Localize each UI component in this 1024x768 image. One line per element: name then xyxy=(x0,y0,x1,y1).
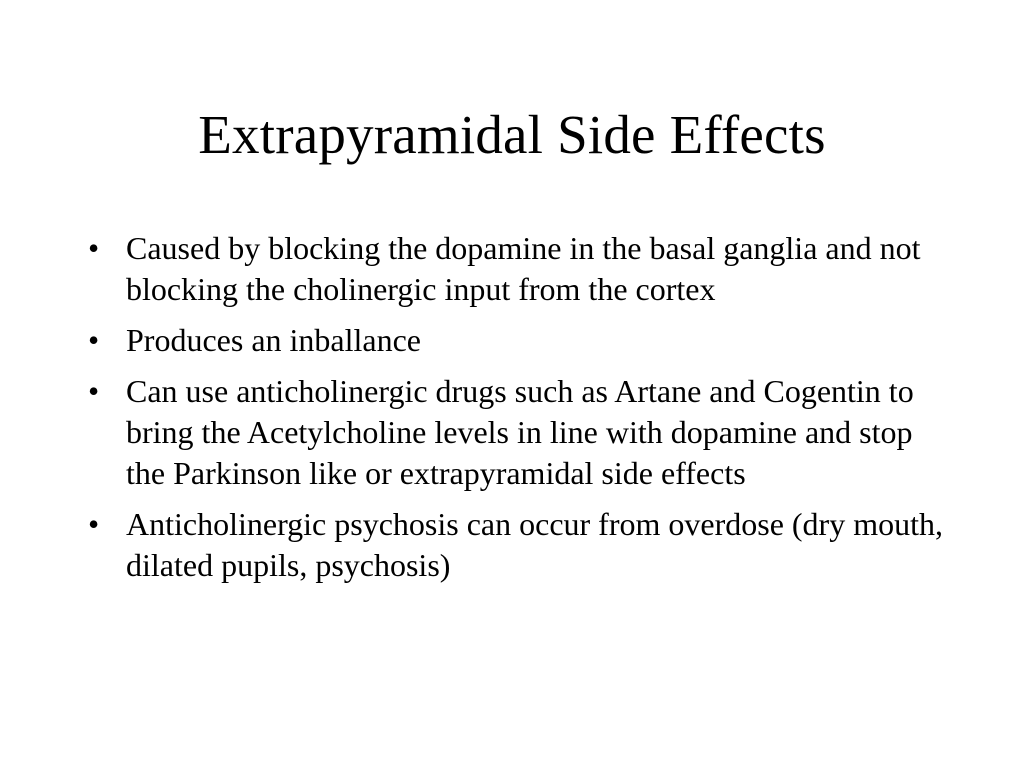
bullet-dot-icon: • xyxy=(88,230,100,266)
bullet-item xyxy=(84,371,944,494)
bullet-dot-icon: • xyxy=(88,373,100,409)
bullet-list xyxy=(84,228,944,596)
bullet-dot-icon: • xyxy=(88,506,100,542)
bullet-item xyxy=(84,504,944,586)
bullet-text: Produces an inballance xyxy=(126,322,421,358)
bullet-item xyxy=(84,228,944,310)
bullet-text: Caused by blocking the dopamine in the basal ganglia and not blocking the cholinergic input from the cortex xyxy=(126,230,921,307)
bullet-dot-icon: • xyxy=(88,322,100,358)
slide-title: Extrapyramidal Side Effects xyxy=(198,104,826,165)
bullet-text: Can use anticholinergic drugs such as Artane and Cogentin to bring the Acetylcholine levels in line with dopamine and stop the Parkinson like or extrapyramidal side effects xyxy=(126,373,914,491)
bullet-text: Anticholinergic psychosis can occur from overdose (dry mouth, dilated pupils, psychosis) xyxy=(126,506,943,583)
bullet-item xyxy=(84,320,944,361)
